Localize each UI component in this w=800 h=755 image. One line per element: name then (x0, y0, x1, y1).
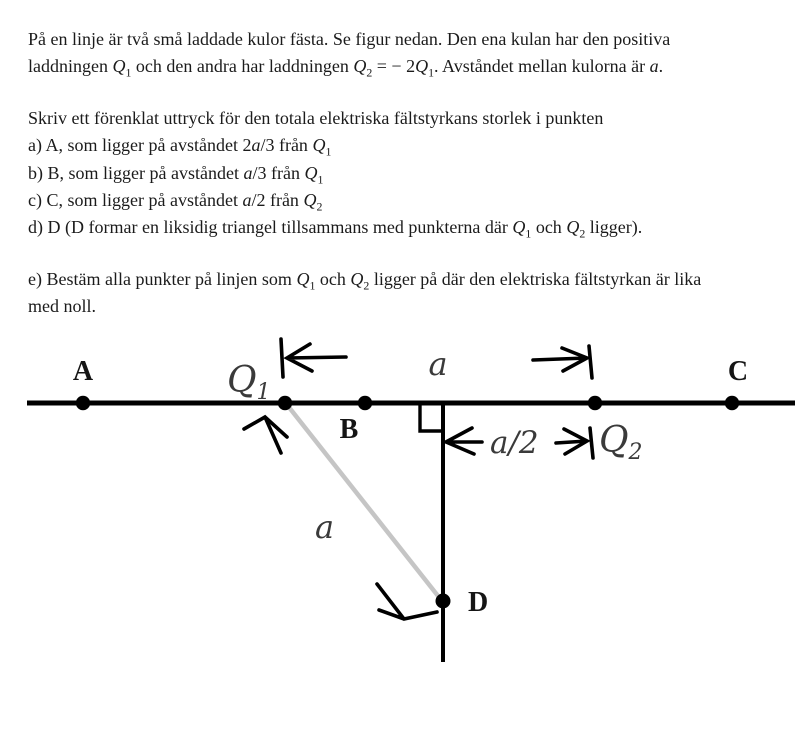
charge-label-q2-main: Q (599, 420, 629, 461)
charge-label-q1-main: Q (227, 360, 257, 401)
text-segment: a (242, 190, 252, 211)
text-segment: 1 (317, 172, 324, 187)
text-segment: d) D (D formar en liksidig triangel tillsammans med punkterna där (28, 217, 513, 238)
text-segment: e) Bestäm alla punkter på linjen som (28, 268, 297, 289)
distance-label-a-half (490, 425, 539, 461)
text-segment: Q (415, 56, 429, 77)
text-segment: 1 (309, 278, 316, 293)
text-segment: /3 från (252, 162, 305, 183)
text-segment: Q (566, 217, 580, 238)
tasks-heading: Skriv ett förenklat uttryck för den totala elektriska fältstyrkans storlek i punkten (28, 107, 604, 128)
task-e-line-1 (28, 266, 773, 293)
text-segment: 1 (525, 227, 532, 242)
text-segment: 2 (316, 199, 323, 214)
half-measure-arrow-right (556, 429, 587, 454)
text-segment: Q (296, 268, 310, 289)
distance-label-a-half-a: a (490, 425, 509, 461)
text-segment: Q (303, 190, 317, 211)
tasks-paragraph (28, 105, 773, 242)
charge-label-q1 (227, 360, 271, 405)
text-segment: Q (353, 56, 367, 77)
intro-line-2 (28, 53, 773, 80)
diagonal-line-q1-d (288, 406, 442, 601)
point-dot-b (358, 396, 372, 410)
text-segment: . (658, 56, 664, 77)
text-segment: b) B, som ligger på avståndet (28, 162, 244, 183)
half-measure-arrow-left (446, 428, 482, 454)
text-segment: och (531, 217, 567, 238)
hand-arrow-d (377, 584, 437, 619)
text-segment: Q (512, 217, 526, 238)
task-c (28, 187, 773, 214)
text-segment: /3 från (260, 135, 313, 156)
text-segment: Q (304, 162, 318, 183)
text-segment: 1 (428, 66, 435, 80)
text-segment: Q (312, 135, 326, 156)
intro-paragraph (28, 26, 773, 81)
text-segment: ligger). (585, 217, 643, 238)
task-b (28, 160, 773, 187)
text-segment: . Avståndet mellan kulorna är (434, 56, 650, 77)
point-label-d: D (468, 587, 489, 618)
measure-tick-left (281, 339, 283, 377)
text-segment: och den andra har laddningen (131, 56, 354, 77)
half-measure-tick-right (590, 428, 593, 458)
text-segment: 1 (125, 66, 132, 80)
point-dot-q1 (278, 396, 292, 410)
distance-label-a-half-rest: /2 (508, 425, 539, 461)
measure-tick-right (589, 346, 592, 378)
point-label-c: C (727, 356, 749, 387)
right-angle-mark (420, 405, 443, 431)
charge-label-q2 (599, 420, 643, 465)
text-segment: a (649, 56, 659, 77)
charge-label-q2-sub: 2 (628, 440, 643, 465)
intro-line-1: På en linje är två små laddade kulor fästa. Se figur nedan. Den ena kulan har den positiva (28, 29, 671, 49)
text-segment: a) A, som ligger på avståndet 2 (28, 135, 252, 156)
task-d (28, 214, 773, 241)
text-segment: Q (350, 268, 364, 289)
text-segment: a (243, 162, 253, 183)
task-e-line-2: med noll. (28, 296, 96, 317)
point-label-a: A (72, 356, 94, 387)
task-e-paragraph (28, 266, 773, 321)
distance-label-a-diagonal: a (315, 508, 335, 546)
text-segment: a (251, 135, 261, 156)
text-segment: c) C, som ligger på avståndet (28, 190, 243, 211)
text-segment: 2 (366, 66, 373, 80)
problem-text (28, 26, 773, 345)
text-segment: Q (112, 56, 126, 77)
text-segment: /2 från (251, 190, 304, 211)
charge-label-q1-sub: 1 (256, 380, 271, 405)
point-label-b: B (339, 414, 359, 445)
point-dot-q2 (588, 396, 602, 410)
measure-arrow-right (533, 348, 587, 371)
point-dot-a (76, 396, 90, 410)
measure-arrow-left (287, 344, 346, 371)
text-segment: ligger på där den elektriska fältstyrkan är lika (369, 268, 702, 289)
charges-diagram (0, 330, 800, 675)
point-dot-c (725, 396, 739, 410)
distance-label-a-top: a (428, 345, 448, 383)
text-segment: 2 (579, 227, 586, 242)
task-a (28, 132, 773, 159)
text-segment: 2 (363, 278, 370, 293)
text-segment: och (315, 268, 351, 289)
point-dot-d (436, 594, 451, 609)
hand-arrow-q1 (244, 417, 287, 453)
text-segment: 1 (325, 144, 332, 159)
text-segment: laddningen (28, 56, 113, 77)
text-segment: = − 2 (372, 56, 416, 77)
